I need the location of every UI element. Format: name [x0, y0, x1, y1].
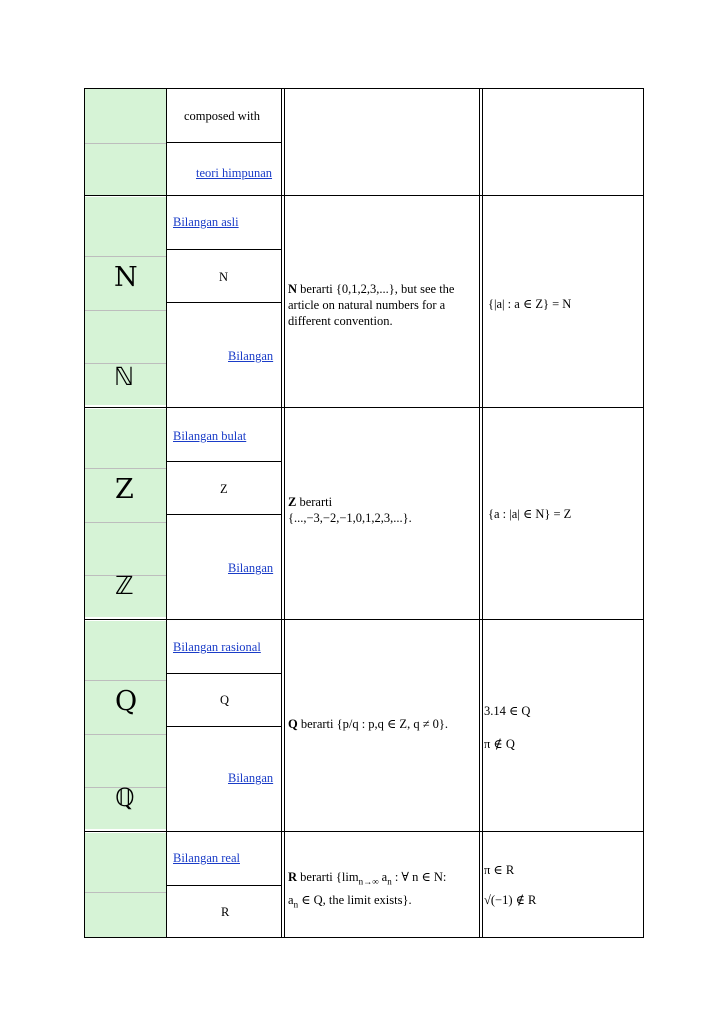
rationals-example-1: 3.14 ∈ Q — [484, 704, 531, 718]
integers-definition: Z berarti {...,−3,−2,−1,0,1,2,3,...}. — [288, 495, 412, 525]
integers-symbol-bold: Z — [115, 474, 134, 505]
reals-example-2: √(−1) ∉ R — [484, 893, 537, 907]
naturals-example: {|a| : a ∈ Z} = N — [488, 297, 572, 311]
rationals-symbol-blackboard: ℚ — [115, 783, 135, 812]
symbol-cell-reals — [85, 833, 166, 937]
naturals-letter: N — [219, 270, 229, 284]
symbol-cell-top — [85, 89, 166, 195]
naturals-definition: N berarti {0,1,2,3,...}, but see the article on natural numbers for a different convention. — [288, 282, 455, 328]
naturals-symbol-blackboard: ℕ — [114, 362, 135, 391]
rationals-example-2: π ∉ Q — [484, 737, 515, 751]
reals-example-1: π ∈ R — [484, 863, 515, 877]
rationals-more-link[interactable]: Bilangan — [228, 771, 274, 785]
rationals-name-link[interactable]: Bilangan rasional — [173, 640, 261, 654]
integers-name-link[interactable]: Bilangan bulat — [173, 429, 247, 443]
naturals-symbol-bold: N — [114, 262, 138, 293]
integers-letter: Z — [220, 482, 228, 496]
reals-name-link[interactable]: Bilangan real — [173, 851, 240, 865]
math-symbols-table — [84, 88, 644, 938]
rationals-letter: Q — [220, 693, 230, 707]
set-theory-link[interactable]: teori himpunan — [196, 166, 273, 180]
naturals-more-link[interactable]: Bilangan — [228, 349, 274, 363]
rationals-definition: Q berarti {p/q : p,q ∈ Z, q ≠ 0}. — [288, 717, 449, 731]
integers-symbol-blackboard: ℤ — [115, 571, 134, 600]
integers-more-link[interactable]: Bilangan — [228, 561, 274, 575]
reals-definition: R berarti {$\lim_{n\to\infty}$ $a_n$ : ∀ n ∈ N: $a_n$ ∈ Q, the limit exists}. — [288, 870, 447, 909]
reals-letter: R — [221, 905, 230, 919]
integers-example: {a : |a| ∈ N} = Z — [488, 507, 572, 521]
composed-with-label: composed with — [184, 109, 261, 123]
naturals-name-link[interactable]: Bilangan asli — [173, 215, 239, 229]
rationals-symbol-bold: Q — [115, 686, 138, 717]
